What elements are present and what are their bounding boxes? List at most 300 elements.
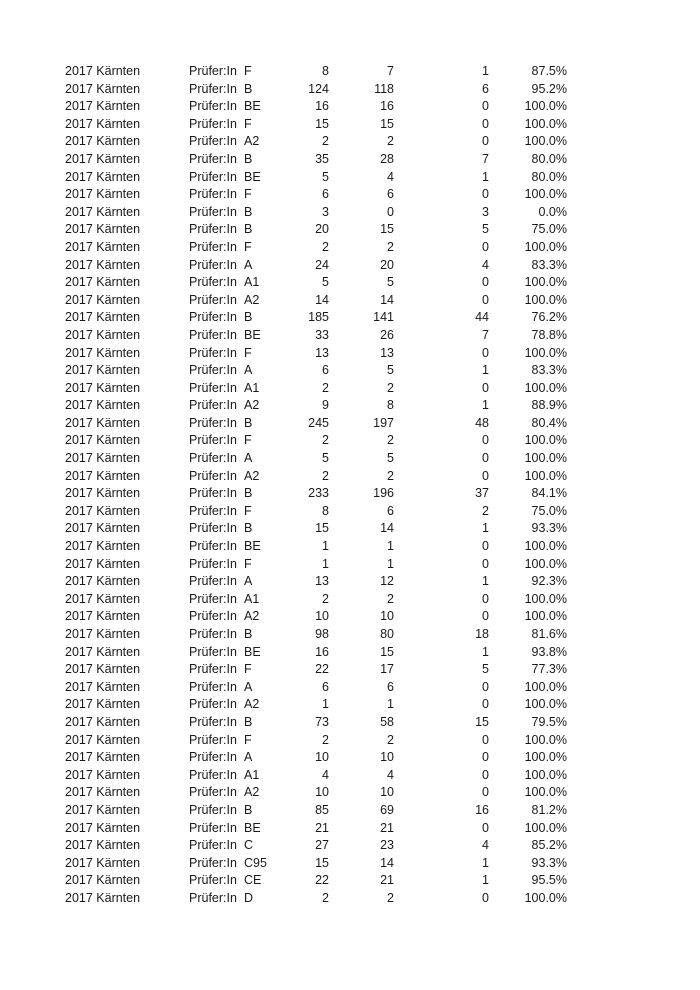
failed-count-cell: 0 xyxy=(482,591,489,606)
license-class-cell: F xyxy=(244,64,252,78)
passed-count-cell: 5 xyxy=(387,451,394,466)
role-cell: Prüfer:In xyxy=(189,327,237,342)
table-row xyxy=(0,274,700,292)
total-count-cell: 24 xyxy=(315,257,329,272)
total-count-cell: 4 xyxy=(322,767,329,782)
failed-count-cell: 1 xyxy=(482,644,489,659)
table-row xyxy=(0,63,700,81)
license-class-cell: BE xyxy=(244,327,261,342)
pass-rate-cell: 93.8% xyxy=(531,644,567,659)
total-count-cell: 6 xyxy=(322,187,329,202)
table-row xyxy=(0,767,700,785)
year-region-cell: 2017 Kärnten xyxy=(65,257,141,272)
passed-count-cell: 8 xyxy=(387,398,394,413)
year-region-cell: 2017 Kärnten xyxy=(65,609,141,624)
license-class-cell: B xyxy=(244,310,253,325)
role-cell: Prüfer:In xyxy=(189,345,237,360)
pass-rate-cell: 100.0% xyxy=(524,134,567,149)
year-region-cell: 2017 Kärnten xyxy=(65,785,141,800)
pass-rate-cell: 77.3% xyxy=(531,662,567,677)
year-region-cell: 2017 Kärnten xyxy=(65,222,141,237)
total-count-cell: 13 xyxy=(315,574,329,589)
total-count-cell: 5 xyxy=(322,169,329,184)
total-count-cell: 35 xyxy=(315,151,329,166)
passed-count-cell: 2 xyxy=(387,468,394,483)
license-class-cell: F xyxy=(244,662,252,677)
license-class-cell: F xyxy=(244,239,252,254)
role-cell: Prüfer:In xyxy=(189,116,237,131)
role-cell: Prüfer:In xyxy=(189,292,237,307)
table-row xyxy=(0,432,700,450)
pass-rate-cell: 75.0% xyxy=(531,503,567,518)
failed-count-cell: 0 xyxy=(482,750,489,765)
passed-count-cell: 5 xyxy=(387,363,394,378)
table-row xyxy=(0,309,700,327)
pass-rate-cell: 100.0% xyxy=(524,556,567,571)
total-count-cell: 10 xyxy=(315,785,329,800)
table-row xyxy=(0,415,700,433)
passed-count-cell: 4 xyxy=(387,169,394,184)
table-row xyxy=(0,204,700,222)
total-count-cell: 98 xyxy=(315,627,329,641)
total-count-cell: 10 xyxy=(315,750,329,765)
pass-rate-cell: 100.0% xyxy=(524,785,567,800)
table-row xyxy=(0,890,700,908)
total-count-cell: 5 xyxy=(322,275,329,290)
total-count-cell: 33 xyxy=(315,327,329,342)
passed-count-cell: 2 xyxy=(387,890,394,905)
pass-rate-cell: 95.2% xyxy=(531,81,567,96)
passed-count-cell: 80 xyxy=(380,627,394,641)
table-row xyxy=(0,591,700,609)
year-region-cell: 2017 Kärnten xyxy=(65,415,141,430)
table-row xyxy=(0,221,700,239)
failed-count-cell: 0 xyxy=(482,275,489,290)
passed-count-cell: 196 xyxy=(373,486,394,501)
year-region-cell: 2017 Kärnten xyxy=(65,521,141,536)
passed-count-cell: 0 xyxy=(387,204,394,219)
pass-rate-cell: 100.0% xyxy=(524,292,567,307)
year-region-cell: 2017 Kärnten xyxy=(65,451,141,466)
table-row xyxy=(0,573,700,591)
failed-count-cell: 4 xyxy=(482,838,489,853)
passed-count-cell: 21 xyxy=(380,873,394,888)
pass-rate-cell: 84.1% xyxy=(531,486,567,501)
license-class-cell: BE xyxy=(244,644,261,659)
failed-count-cell: 37 xyxy=(475,486,489,501)
pass-rate-cell: 81.2% xyxy=(531,802,567,817)
passed-count-cell: 23 xyxy=(380,838,394,853)
total-count-cell: 8 xyxy=(322,503,329,518)
table-row xyxy=(0,98,700,116)
passed-count-cell: 58 xyxy=(380,714,394,729)
role-cell: Prüfer:In xyxy=(189,732,237,747)
license-class-cell: A1 xyxy=(244,275,260,290)
failed-count-cell: 18 xyxy=(475,627,489,641)
data-sheet xyxy=(0,63,700,908)
pass-rate-cell: 100.0% xyxy=(524,732,567,747)
table-row xyxy=(0,450,700,468)
year-region-cell: 2017 Kärnten xyxy=(65,468,141,483)
failed-count-cell: 6 xyxy=(482,81,489,96)
pass-rate-cell: 80.4% xyxy=(531,415,567,430)
year-region-cell: 2017 Kärnten xyxy=(65,486,141,501)
role-cell: Prüfer:In xyxy=(189,415,237,430)
total-count-cell: 2 xyxy=(322,468,329,483)
year-region-cell: 2017 Kärnten xyxy=(65,644,141,659)
table-row xyxy=(0,749,700,767)
failed-count-cell: 0 xyxy=(482,345,489,360)
year-region-cell: 2017 Kärnten xyxy=(65,539,141,554)
total-count-cell: 14 xyxy=(315,292,329,307)
total-count-cell: 3 xyxy=(322,204,329,219)
pass-rate-cell: 100.0% xyxy=(524,380,567,395)
role-cell: Prüfer:In xyxy=(189,81,237,96)
total-count-cell: 22 xyxy=(315,873,329,888)
passed-count-cell: 2 xyxy=(387,591,394,606)
failed-count-cell: 0 xyxy=(482,433,489,448)
license-class-cell: B xyxy=(244,521,253,536)
year-region-cell: 2017 Kärnten xyxy=(65,292,141,307)
role-cell: Prüfer:In xyxy=(189,574,237,589)
failed-count-cell: 1 xyxy=(482,873,489,888)
failed-count-cell: 0 xyxy=(482,134,489,149)
license-class-cell: B xyxy=(244,81,253,96)
table-row xyxy=(0,784,700,802)
pass-rate-cell: 100.0% xyxy=(524,539,567,554)
table-row xyxy=(0,186,700,204)
role-cell: Prüfer:In xyxy=(189,187,237,202)
total-count-cell: 85 xyxy=(315,802,329,817)
year-region-cell: 2017 Kärnten xyxy=(65,433,141,448)
role-cell: Prüfer:In xyxy=(189,714,237,729)
passed-count-cell: 14 xyxy=(380,521,394,536)
year-region-cell: 2017 Kärnten xyxy=(65,802,141,817)
failed-count-cell: 0 xyxy=(482,609,489,624)
failed-count-cell: 0 xyxy=(482,697,489,712)
total-count-cell: 185 xyxy=(308,310,329,325)
total-count-cell: 2 xyxy=(322,890,329,905)
table-row xyxy=(0,362,700,380)
passed-count-cell: 10 xyxy=(380,785,394,800)
passed-count-cell: 5 xyxy=(387,275,394,290)
table-row xyxy=(0,81,700,99)
license-class-cell: A2 xyxy=(244,398,260,413)
failed-count-cell: 0 xyxy=(482,292,489,307)
table-row xyxy=(0,133,700,151)
failed-count-cell: 1 xyxy=(482,855,489,870)
passed-count-cell: 2 xyxy=(387,134,394,149)
license-class-cell: B xyxy=(244,151,253,166)
role-cell: Prüfer:In xyxy=(189,591,237,606)
role-cell: Prüfer:In xyxy=(189,204,237,219)
failed-count-cell: 0 xyxy=(482,468,489,483)
role-cell: Prüfer:In xyxy=(189,785,237,800)
license-class-cell: F xyxy=(244,433,252,448)
year-region-cell: 2017 Kärnten xyxy=(65,345,141,360)
role-cell: Prüfer:In xyxy=(189,433,237,448)
license-class-cell: A xyxy=(244,574,253,589)
failed-count-cell: 1 xyxy=(482,574,489,589)
year-region-cell: 2017 Kärnten xyxy=(65,134,141,149)
pass-rate-cell: 100.0% xyxy=(524,99,567,114)
year-region-cell: 2017 Kärnten xyxy=(65,873,141,888)
year-region-cell: 2017 Kärnten xyxy=(65,697,141,712)
year-region-cell: 2017 Kärnten xyxy=(65,116,141,131)
table-row xyxy=(0,802,700,820)
total-count-cell: 9 xyxy=(322,398,329,413)
passed-count-cell: 10 xyxy=(380,609,394,624)
table-row xyxy=(0,696,700,714)
total-count-cell: 2 xyxy=(322,591,329,606)
license-class-cell: A xyxy=(244,451,253,466)
table-row xyxy=(0,292,700,310)
table-row xyxy=(0,468,700,486)
year-region-cell: 2017 Kärnten xyxy=(65,890,141,905)
license-class-cell: A xyxy=(244,363,253,378)
year-region-cell: 2017 Kärnten xyxy=(65,662,141,677)
year-region-cell: 2017 Kärnten xyxy=(65,627,141,641)
license-class-cell: B xyxy=(244,204,253,219)
year-region-cell: 2017 Kärnten xyxy=(65,574,141,589)
year-region-cell: 2017 Kärnten xyxy=(65,64,141,78)
license-class-cell: BE xyxy=(244,539,261,554)
year-region-cell: 2017 Kärnten xyxy=(65,503,141,518)
role-cell: Prüfer:In xyxy=(189,169,237,184)
year-region-cell: 2017 Kärnten xyxy=(65,151,141,166)
role-cell: Prüfer:In xyxy=(189,222,237,237)
passed-count-cell: 1 xyxy=(387,556,394,571)
passed-count-cell: 2 xyxy=(387,239,394,254)
license-class-cell: BE xyxy=(244,820,261,835)
pass-rate-cell: 85.2% xyxy=(531,838,567,853)
failed-count-cell: 0 xyxy=(482,732,489,747)
passed-count-cell: 2 xyxy=(387,732,394,747)
year-region-cell: 2017 Kärnten xyxy=(65,838,141,853)
failed-count-cell: 0 xyxy=(482,556,489,571)
year-region-cell: 2017 Kärnten xyxy=(65,187,141,202)
license-class-cell: F xyxy=(244,556,252,571)
total-count-cell: 2 xyxy=(322,239,329,254)
failed-count-cell: 4 xyxy=(482,257,489,272)
table-row xyxy=(0,257,700,275)
table-row xyxy=(0,608,700,626)
year-region-cell: 2017 Kärnten xyxy=(65,363,141,378)
passed-count-cell: 1 xyxy=(387,697,394,712)
pass-rate-cell: 93.3% xyxy=(531,855,567,870)
failed-count-cell: 1 xyxy=(482,521,489,536)
table-row xyxy=(0,503,700,521)
license-class-cell: A2 xyxy=(244,292,260,307)
failed-count-cell: 0 xyxy=(482,451,489,466)
passed-count-cell: 12 xyxy=(380,574,394,589)
license-class-cell: A xyxy=(244,257,253,272)
year-region-cell: 2017 Kärnten xyxy=(65,767,141,782)
role-cell: Prüfer:In xyxy=(189,802,237,817)
pass-rate-cell: 75.0% xyxy=(531,222,567,237)
license-class-cell: A xyxy=(244,750,253,765)
role-cell: Prüfer:In xyxy=(189,820,237,835)
failed-count-cell: 0 xyxy=(482,99,489,114)
failed-count-cell: 1 xyxy=(482,64,489,78)
license-class-cell: F xyxy=(244,187,252,202)
pass-rate-cell: 100.0% xyxy=(524,697,567,712)
passed-count-cell: 28 xyxy=(380,151,394,166)
total-count-cell: 1 xyxy=(322,556,329,571)
license-class-cell: B xyxy=(244,415,253,430)
passed-count-cell: 2 xyxy=(387,380,394,395)
license-class-cell: B xyxy=(244,486,253,501)
table-row xyxy=(0,520,700,538)
pass-rate-cell: 83.3% xyxy=(531,363,567,378)
failed-count-cell: 0 xyxy=(482,767,489,782)
failed-count-cell: 7 xyxy=(482,327,489,342)
passed-count-cell: 15 xyxy=(380,116,394,131)
pass-rate-cell: 92.3% xyxy=(531,574,567,589)
failed-count-cell: 0 xyxy=(482,679,489,694)
total-count-cell: 15 xyxy=(315,116,329,131)
pass-rate-cell: 100.0% xyxy=(524,187,567,202)
total-count-cell: 124 xyxy=(308,81,329,96)
table-row xyxy=(0,820,700,838)
table-row xyxy=(0,151,700,169)
failed-count-cell: 0 xyxy=(482,539,489,554)
pass-rate-cell: 100.0% xyxy=(524,433,567,448)
passed-count-cell: 4 xyxy=(387,767,394,782)
year-region-cell: 2017 Kärnten xyxy=(65,239,141,254)
role-cell: Prüfer:In xyxy=(189,134,237,149)
pass-rate-cell: 100.0% xyxy=(524,767,567,782)
total-count-cell: 27 xyxy=(315,838,329,853)
passed-count-cell: 118 xyxy=(374,81,394,96)
table-row xyxy=(0,644,700,662)
year-region-cell: 2017 Kärnten xyxy=(65,732,141,747)
pass-rate-cell: 93.3% xyxy=(531,521,567,536)
failed-count-cell: 44 xyxy=(475,310,489,325)
license-class-cell: A2 xyxy=(244,134,260,149)
total-count-cell: 2 xyxy=(322,732,329,747)
year-region-cell: 2017 Kärnten xyxy=(65,275,141,290)
failed-count-cell: 2 xyxy=(482,503,489,518)
pass-rate-cell: 80.0% xyxy=(531,169,567,184)
table-row xyxy=(0,538,700,556)
role-cell: Prüfer:In xyxy=(189,609,237,624)
role-cell: Prüfer:In xyxy=(189,363,237,378)
year-region-cell: 2017 Kärnten xyxy=(65,169,141,184)
table-row xyxy=(0,872,700,890)
passed-count-cell: 197 xyxy=(373,415,394,430)
total-count-cell: 22 xyxy=(315,662,329,677)
pass-rate-cell: 76.2% xyxy=(531,310,567,325)
passed-count-cell: 15 xyxy=(380,222,394,237)
license-class-cell: A2 xyxy=(244,609,260,624)
total-count-cell: 5 xyxy=(322,451,329,466)
year-region-cell: 2017 Kärnten xyxy=(65,679,141,694)
role-cell: Prüfer:In xyxy=(189,99,237,114)
role-cell: Prüfer:In xyxy=(189,662,237,677)
pass-rate-cell: 87.5% xyxy=(531,64,567,78)
role-cell: Prüfer:In xyxy=(189,486,237,501)
license-class-cell: A1 xyxy=(244,767,260,782)
year-region-cell: 2017 Kärnten xyxy=(65,398,141,413)
pass-rate-cell: 79.5% xyxy=(531,714,567,729)
pass-rate-cell: 88.9% xyxy=(531,398,567,413)
table-row xyxy=(0,661,700,679)
failed-count-cell: 0 xyxy=(482,116,489,131)
table-row xyxy=(0,556,700,574)
role-cell: Prüfer:In xyxy=(189,539,237,554)
role-cell: Prüfer:In xyxy=(189,257,237,272)
passed-count-cell: 15 xyxy=(380,644,394,659)
role-cell: Prüfer:In xyxy=(189,503,237,518)
year-region-cell: 2017 Kärnten xyxy=(65,99,141,114)
year-region-cell: 2017 Kärnten xyxy=(65,310,141,325)
license-class-cell: A1 xyxy=(244,591,260,606)
failed-count-cell: 48 xyxy=(475,415,489,430)
total-count-cell: 1 xyxy=(322,539,329,554)
pass-rate-cell: 100.0% xyxy=(524,275,567,290)
table-row xyxy=(0,679,700,697)
table-row xyxy=(0,239,700,257)
failed-count-cell: 1 xyxy=(482,363,489,378)
year-region-cell: 2017 Kärnten xyxy=(65,327,141,342)
year-region-cell: 2017 Kärnten xyxy=(65,556,141,571)
failed-count-cell: 7 xyxy=(482,151,489,166)
license-class-cell: A xyxy=(244,679,253,694)
pass-rate-cell: 80.0% xyxy=(531,151,567,166)
pass-rate-cell: 100.0% xyxy=(524,116,567,131)
table-row xyxy=(0,345,700,363)
failed-count-cell: 0 xyxy=(482,785,489,800)
total-count-cell: 16 xyxy=(315,644,329,659)
table-row xyxy=(0,169,700,187)
year-region-cell: 2017 Kärnten xyxy=(65,591,141,606)
role-cell: Prüfer:In xyxy=(189,750,237,765)
role-cell: Prüfer:In xyxy=(189,151,237,166)
passed-count-cell: 16 xyxy=(380,99,394,114)
table-row xyxy=(0,485,700,503)
year-region-cell: 2017 Kärnten xyxy=(65,750,141,765)
pass-rate-cell: 100.0% xyxy=(524,345,567,360)
pass-rate-cell: 0.0% xyxy=(538,204,567,219)
table-row xyxy=(0,714,700,732)
license-class-cell: CE xyxy=(244,873,262,888)
role-cell: Prüfer:In xyxy=(189,873,237,888)
total-count-cell: 16 xyxy=(315,99,329,114)
passed-count-cell: 14 xyxy=(380,292,394,307)
role-cell: Prüfer:In xyxy=(189,468,237,483)
total-count-cell: 15 xyxy=(315,521,329,536)
failed-count-cell: 3 xyxy=(482,204,489,219)
role-cell: Prüfer:In xyxy=(189,767,237,782)
failed-count-cell: 15 xyxy=(475,714,489,729)
pass-rate-cell: 100.0% xyxy=(524,451,567,466)
year-region-cell: 2017 Kärnten xyxy=(65,855,141,870)
pass-rate-cell: 100.0% xyxy=(524,609,567,624)
passed-count-cell: 6 xyxy=(387,679,394,694)
passed-count-cell: 13 xyxy=(380,345,394,360)
license-class-cell: C xyxy=(244,838,254,853)
role-cell: Prüfer:In xyxy=(189,64,237,78)
failed-count-cell: 5 xyxy=(482,222,489,237)
passed-count-cell: 26 xyxy=(380,327,394,342)
total-count-cell: 2 xyxy=(322,433,329,448)
total-count-cell: 2 xyxy=(322,134,329,149)
passed-count-cell: 6 xyxy=(387,187,394,202)
role-cell: Prüfer:In xyxy=(189,239,237,254)
passed-count-cell: 2 xyxy=(387,433,394,448)
failed-count-cell: 0 xyxy=(482,239,489,254)
